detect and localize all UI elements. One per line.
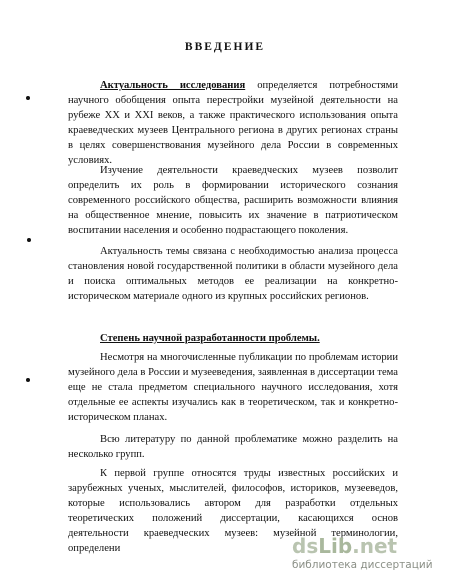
paragraph-publications: Несмотря на многочисленные публикации по проблемам истории музейного дела в России и музееведения, заявленная в диссертации тема еще не стала предметом специального научного исследования, хотя отдельные ее аспекты изучались как в теоретическом, так и конкретно-историческом планах. [68,352,398,423]
section-title: Степень научной разработанности проблемы. [100,333,320,344]
relevance-label: Актуальность исследования [100,80,246,91]
watermark [292,534,442,576]
binding-hole-mark [27,238,31,242]
paragraph-literature-groups: Всю литературу по данной проблематике можно разделить на несколько групп. [68,434,398,460]
binding-hole-mark [26,96,30,100]
page-title: ВВЕДЕНИЕ [184,41,266,53]
paragraph-topic-relevance: Актуальность темы связана с необходимостью анализа процесса становления новой государственной политики в области музейного дела и поиска оптимальных методов ее реализации на конкретно-историческом материале одного из крупных российских регионов. [68,246,398,302]
watermark-logo: dsLib.net [292,534,398,558]
relevance-text: определяется потребностями научного обобщения опыта перестройки музейной деятельности на рубеже XX и XXI веков, а также практического использования опыта краеведческих музеев Центрального региона в других регионах страны в целях совершенствования музейного дела России в современных условиях. [68,80,398,166]
watermark-subtitle: библиотека диссертаций [292,559,433,571]
section-heading-research-degree [68,331,398,346]
paragraph-first-group: К первой группе относятся труды известных российских и зарубежных ученых, мыслителей, философов, историков, музееведов, которые использовались автором для разработки отдельных теоретических положений диссертации, касающихся основ деятельности краеведческих музеев: музейной терминологии, определени [68,468,398,554]
paragraph-study: Изучение деятельности краеведческих музеев позволит определить их роль в формировании исторического сознания современного российского общества, расширить возможности влияния на общественное мнение, повысить их значение в патриотическом воспитании населения и особенно подрастающего поколения. [68,165,398,236]
paragraph-relevance [68,78,398,168]
binding-hole-mark [26,378,30,382]
